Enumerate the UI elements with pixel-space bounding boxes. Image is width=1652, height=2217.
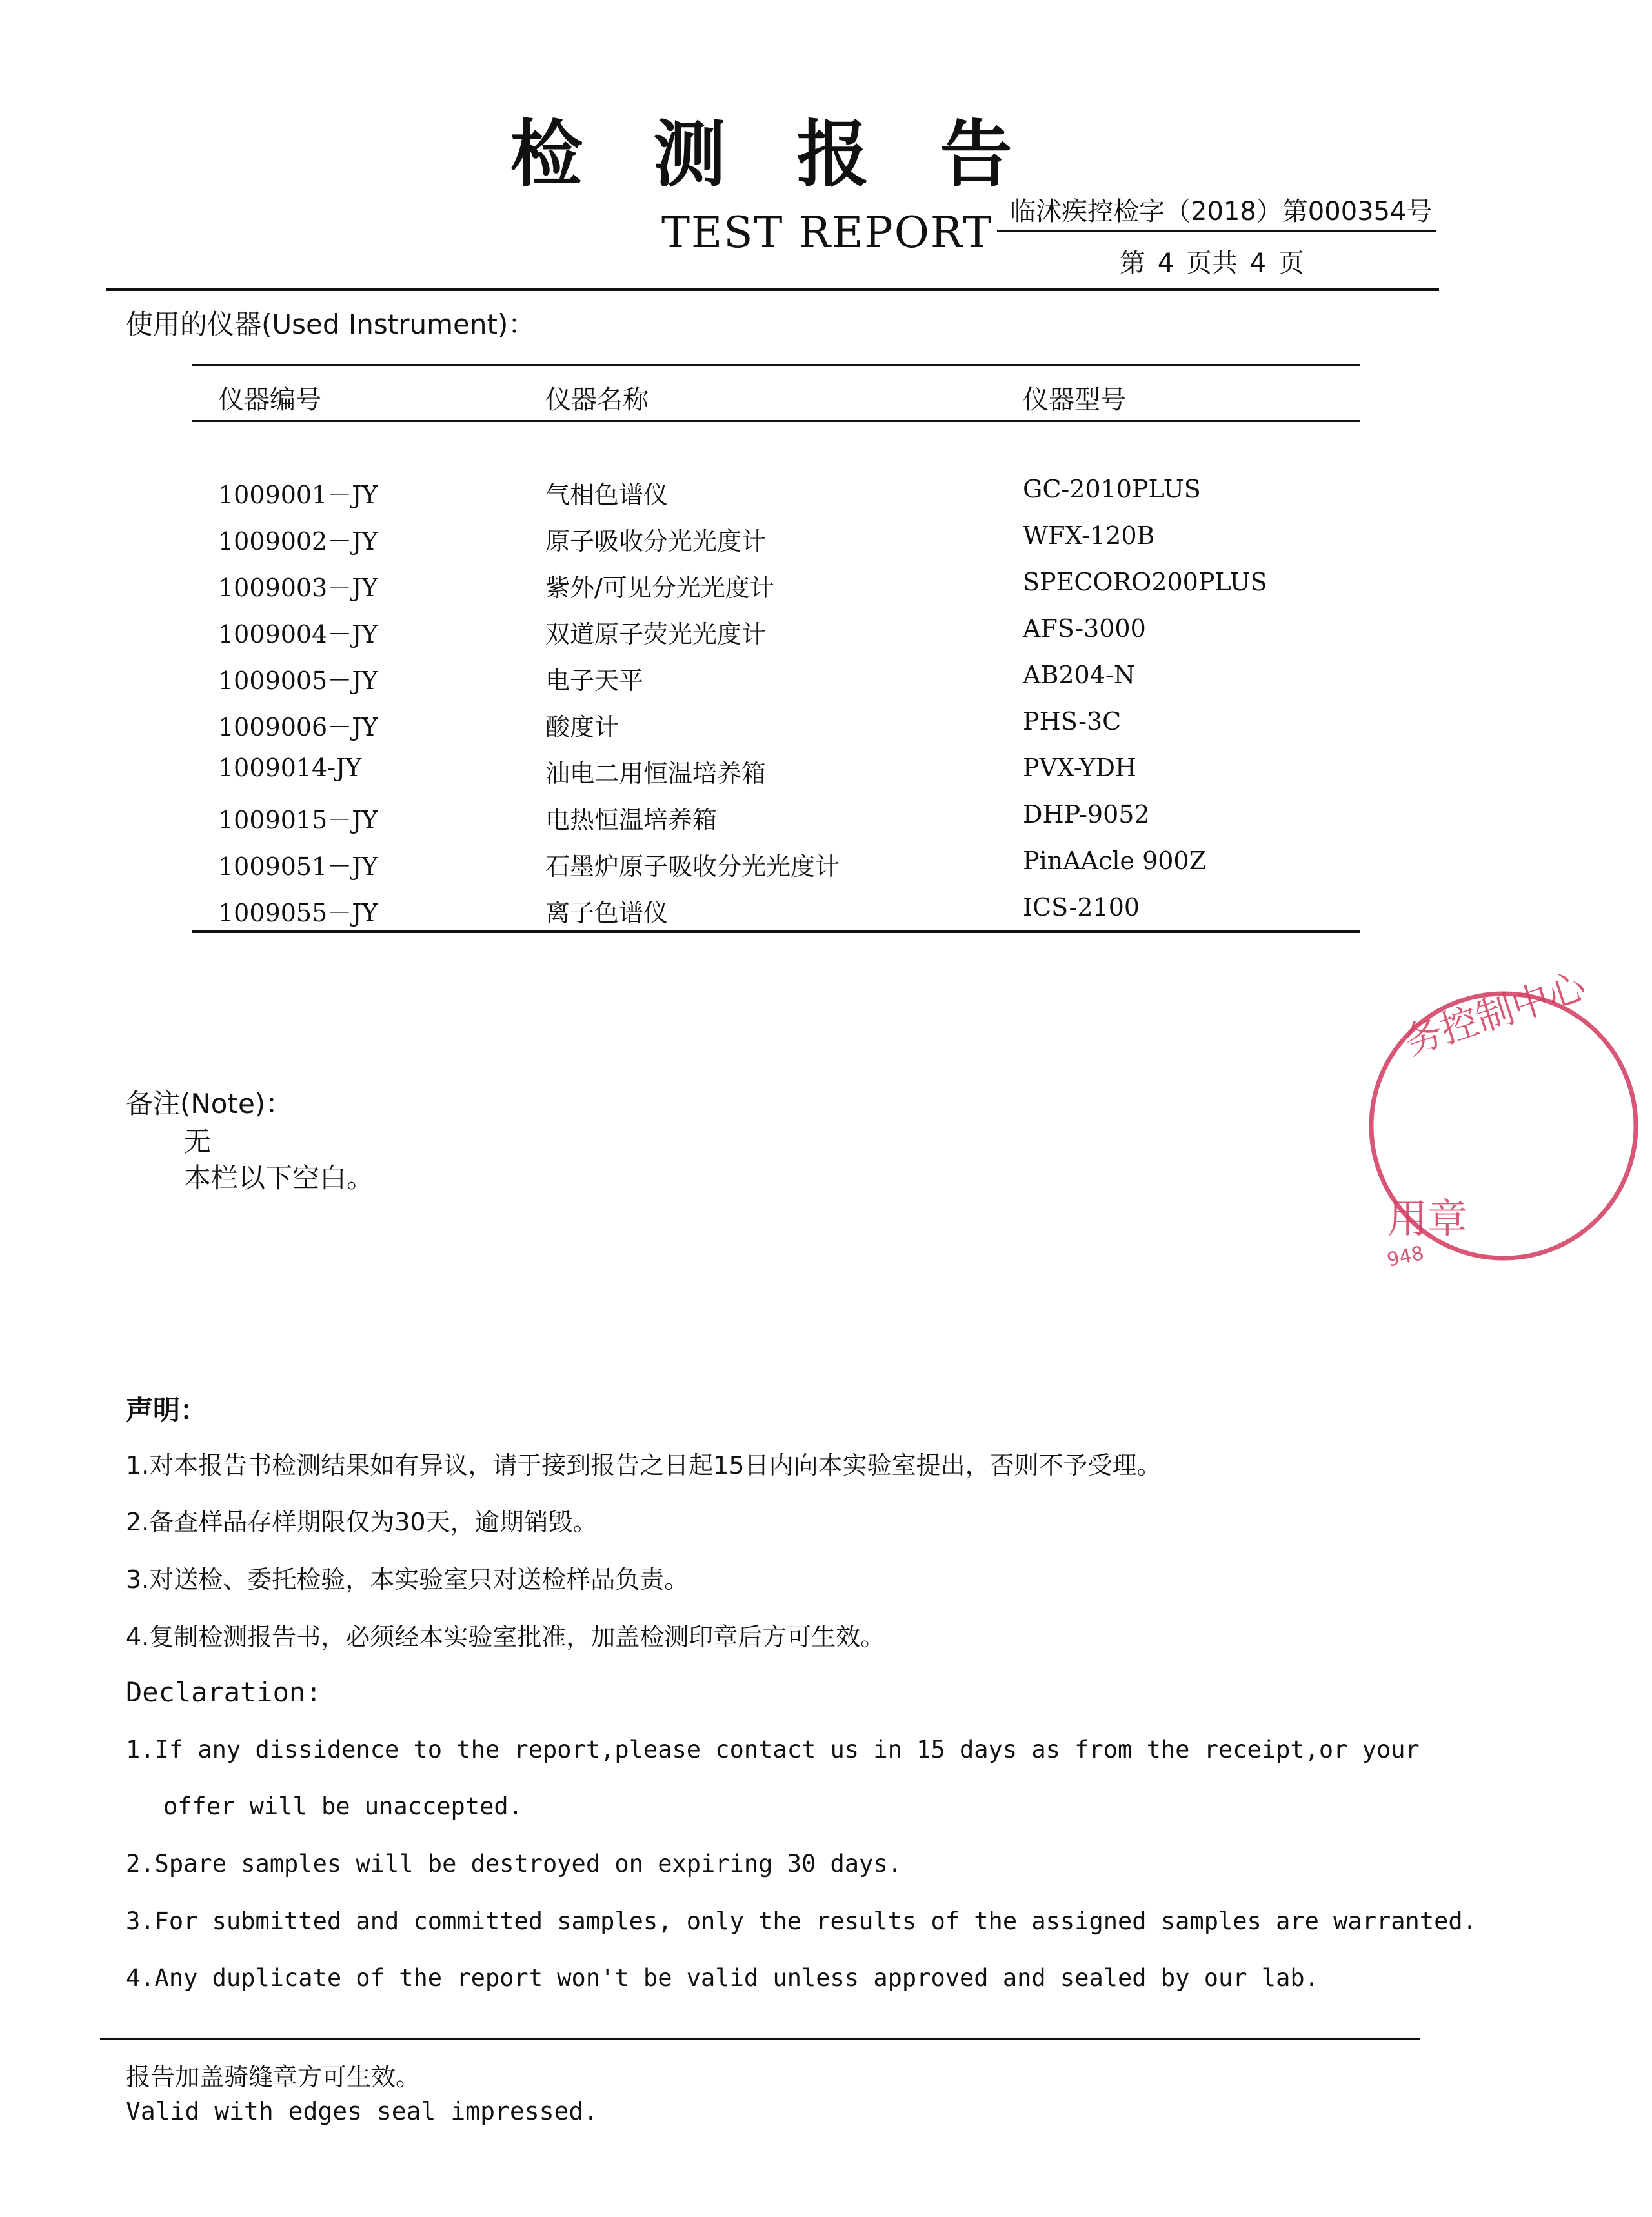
table-row [0,521,1555,560]
declaration-cn-heading: 声明： [126,1394,208,1426]
table-top-rule [192,364,1360,366]
official-seal-stamp [1342,958,1652,1307]
declaration-en-heading-text: Declaration: [126,1676,322,1708]
declaration-en-heading [126,1676,321,1708]
footer-note-cn: 报告加盖骑缝章方可生效。 [126,2063,421,2091]
seal-text-bottom: 用章 [1387,1195,1468,1242]
declaration-cn-item: 1.对本报告书检测结果如有异议，请于接到报告之日起15日内向本实验室提出，否则不予受理。 [126,1451,1162,1480]
instrument-name: 油电二用恒温培养箱 [545,759,767,788]
instrument-model: PHS-3C [1023,707,1122,736]
instrument-model: ICS-2100 [1023,893,1140,921]
instrument-name: 石墨炉原子吸收分光光度计 [545,852,840,881]
instrument-id: 1009055－JY [218,899,378,927]
instrument-id: 1009051－JY [218,852,378,881]
footer-note-en: Valid with edges seal impressed. [126,2097,599,2125]
table-row [0,893,1555,932]
instrument-model: AB204-N [1023,661,1135,689]
table-row [0,800,1555,839]
instrument-id: 1009006－JY [218,713,378,741]
page-info: 第 4 页共 4 页 [1120,248,1304,278]
instrument-model: WFX-120B [1023,521,1155,550]
instrument-id: 1009005－JY [218,667,378,695]
table-bottom-rule [192,930,1360,933]
footer-divider [100,2038,1420,2040]
instrument-model: PVX-YDH [1023,754,1137,782]
instrument-name: 离子色谱仪 [545,899,669,927]
table-row [0,475,1555,514]
instruments-heading: 使用的仪器(Used Instrument)： [126,308,536,340]
instrument-id: 1009004－JY [218,620,378,648]
notes-heading: 备注(Note)： [126,1088,293,1119]
header-divider [106,288,1439,291]
seal-number: 948 [1385,1241,1426,1272]
report-title-cn: 检测报告 [510,113,1083,197]
col-header-name: 仪器名称 [545,385,649,415]
instrument-name: 电子天平 [545,667,644,695]
declaration-cn-item: 2.备查样品存样期限仅为30天，逾期销毁。 [126,1508,598,1536]
table-row [0,754,1555,792]
instrument-id: 1009015－JY [218,806,378,834]
col-header-id: 仪器编号 [218,385,321,415]
declaration-cn-item: 3.对送检、委托检验，本实验室只对送检样品负责。 [126,1565,689,1594]
declaration-en-item-continued: offer will be unaccepted. [163,1792,523,1820]
instrument-model: PinAAcle 900Z [1023,847,1207,875]
declaration-en-item: 4.Any duplicate of the report won't be valid unless approved and sealed by our lab. [126,1964,1319,1992]
instrument-name: 电热恒温培养箱 [545,806,718,834]
declaration-en-item: 2.Spare samples will be destroyed on expiring 30 days. [126,1850,902,1878]
instrument-name: 酸度计 [545,713,620,741]
instrument-id: 1009003－JY [218,574,378,602]
note-line: 本栏以下空白。 [184,1162,374,1194]
instrument-id: 1009001－JY [218,481,378,509]
col-header-model: 仪器型号 [1023,385,1126,415]
instrument-model: SPECORO200PLUS [1023,568,1267,596]
table-header-rule [192,420,1360,422]
report-number: 临沭疾控检字（2018）第000354号 [1010,197,1433,226]
declaration-en-item: 3.For submitted and committed samples, only the results of the assigned samples are warranted. [126,1907,1477,1935]
report-title-en: TEST REPORT [661,208,993,257]
instrument-model: AFS-3000 [1023,614,1146,643]
instrument-name: 紫外/可见分光光度计 [545,574,774,602]
table-row [0,847,1555,885]
table-row [0,661,1555,699]
table-row [0,568,1555,607]
instrument-id: 1009002－JY [218,527,378,556]
declaration-cn-item: 4.复制检测报告书，必须经本实验室批准，加盖检测印章后方可生效。 [126,1623,885,1651]
instrument-name: 双道原子荧光光度计 [545,620,767,648]
table-row [0,614,1555,653]
instrument-model: DHP-9052 [1023,800,1150,828]
instrument-id: 1009014-JY [218,754,362,782]
declaration-en-item: 1.If any dissidence to the report,please contact us in 15 days as from the receipt,or your [126,1736,1420,1763]
seal-text-top: 务控制中心 [1399,964,1591,1064]
instrument-name: 气相色谱仪 [545,481,669,509]
note-line: 无 [184,1126,212,1158]
table-row [0,707,1555,746]
report-number-underline [997,230,1436,232]
instrument-model: GC-2010PLUS [1023,475,1201,503]
instrument-name: 原子吸收分光光度计 [545,527,767,556]
